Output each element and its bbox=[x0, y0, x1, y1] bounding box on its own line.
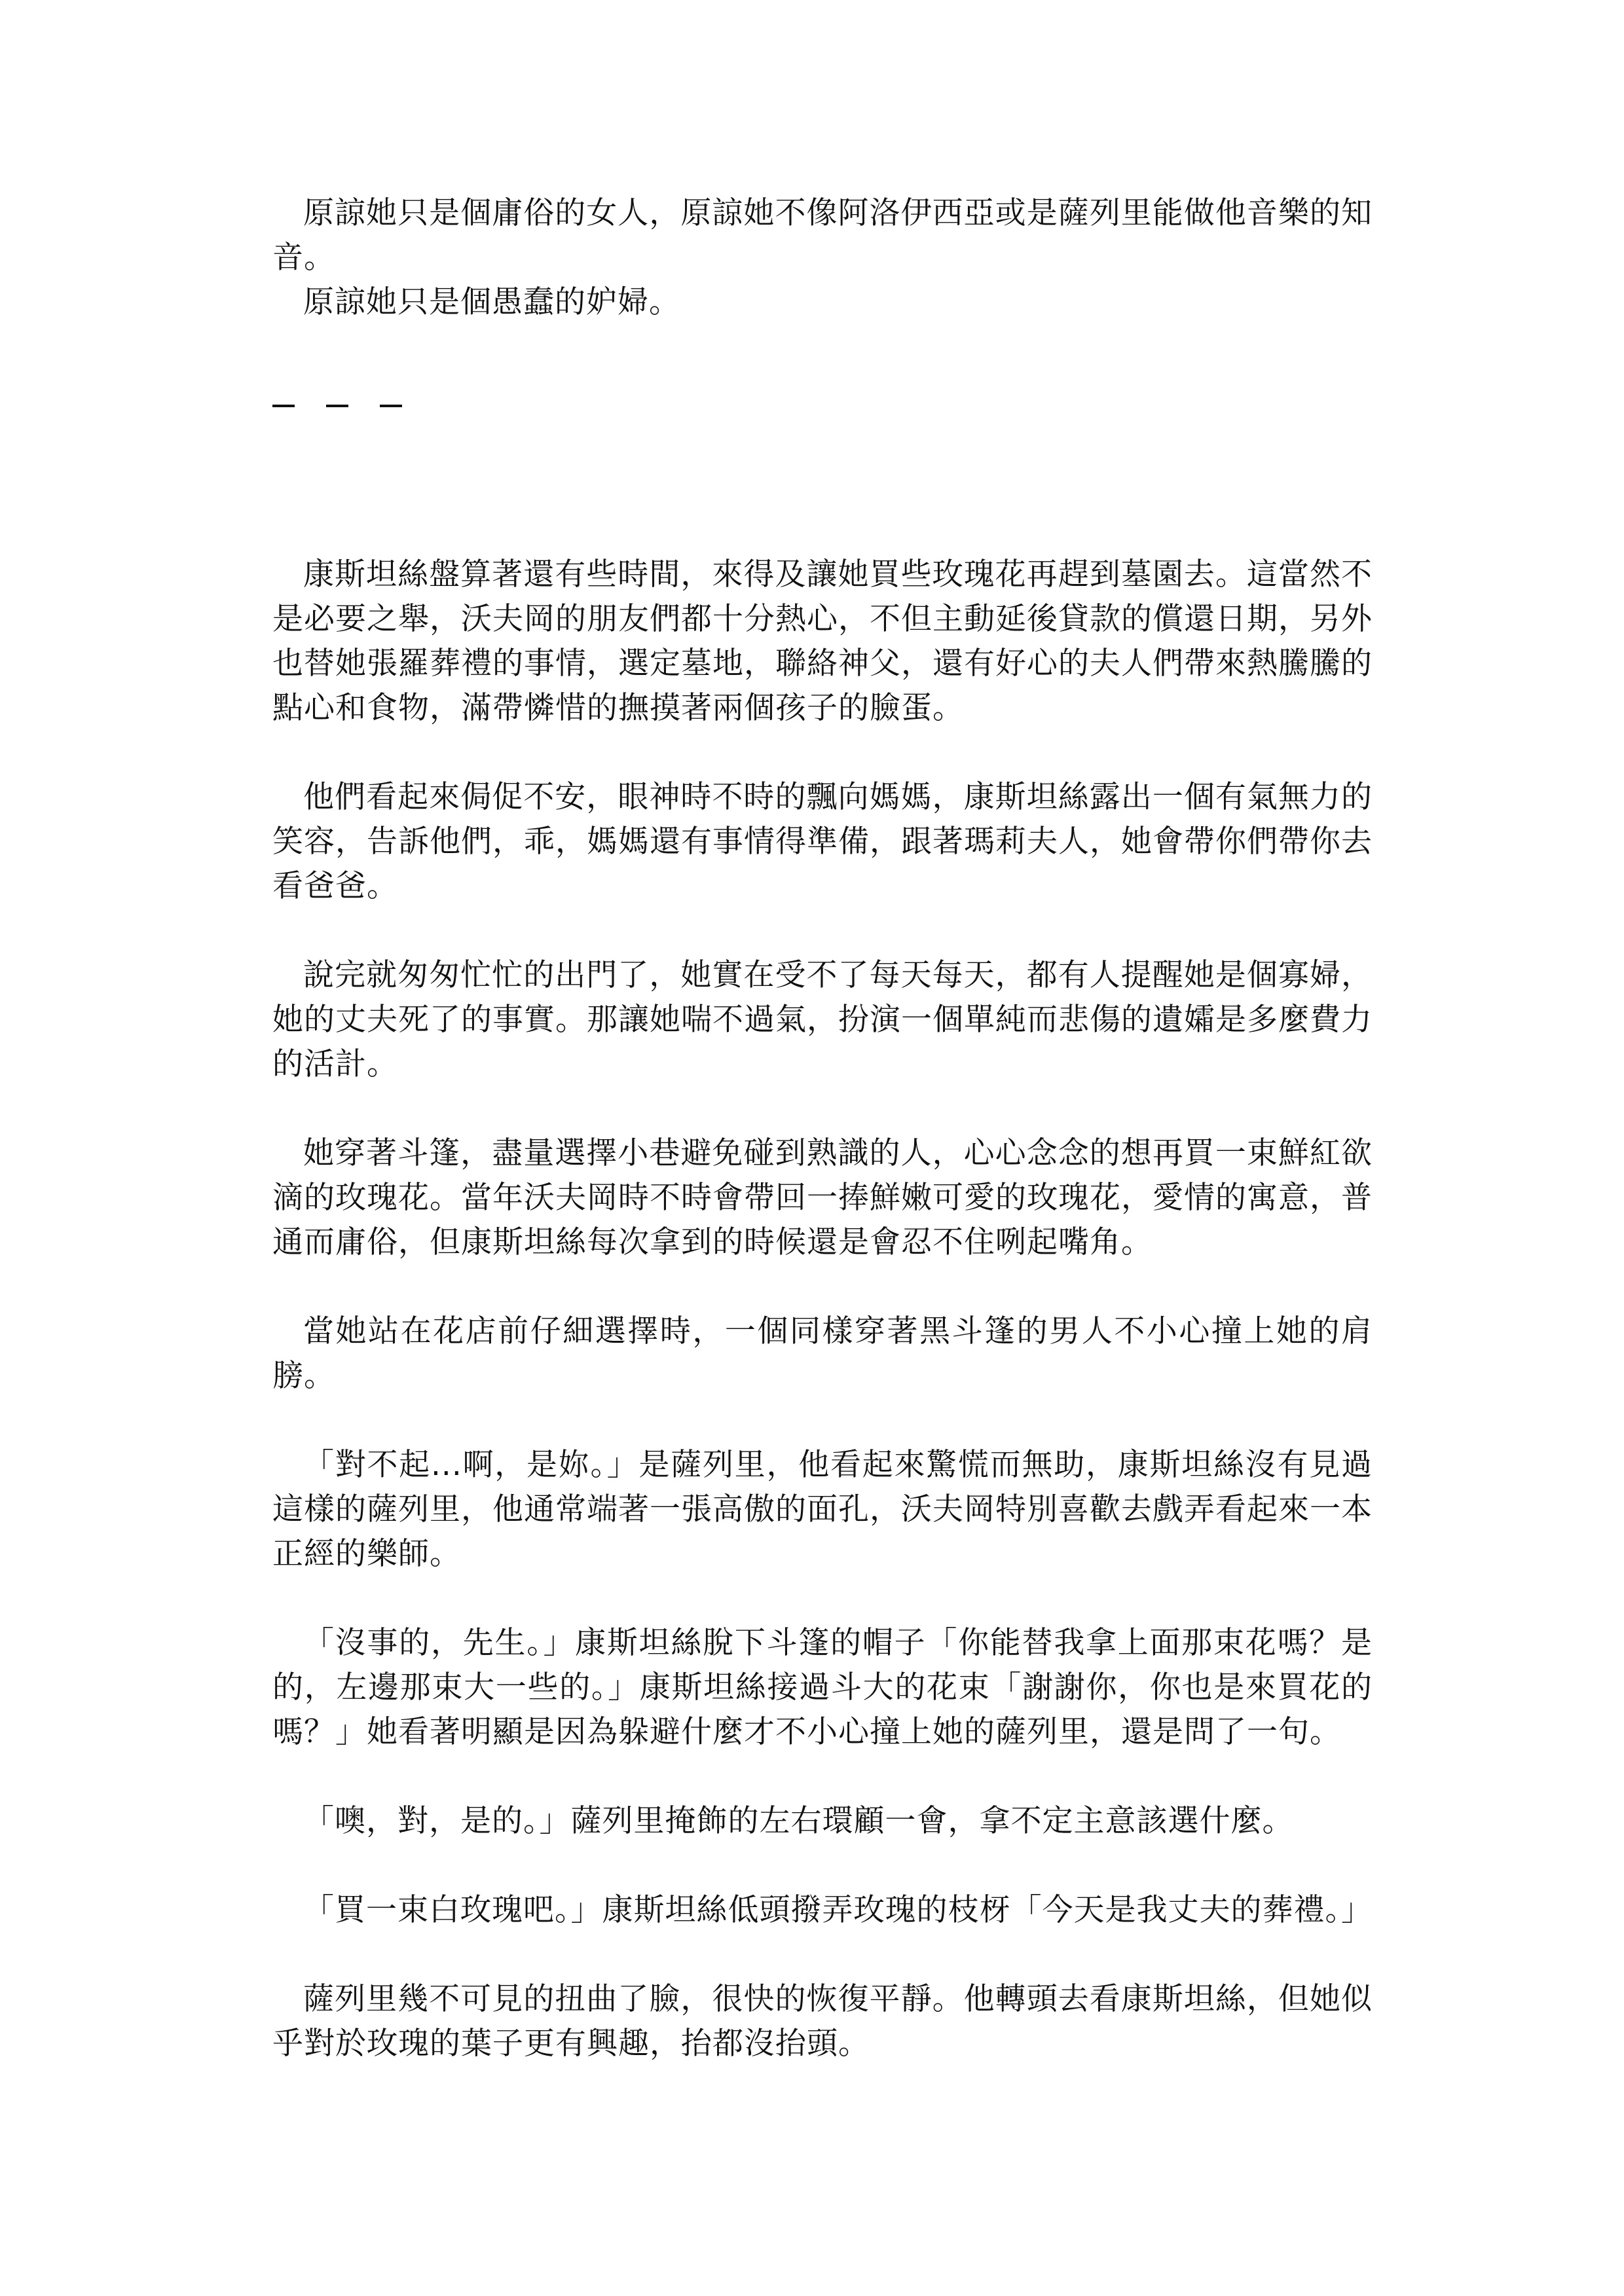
paragraph: 他們看起來侷促不安，眼神時不時的飄向媽媽，康斯坦絲露出一個有氣無力的笑容，告訴他們，乖，媽媽還有事情得準備，跟著瑪莉夫人，她會帶你們帶你去看爸爸。 bbox=[272, 779, 1373, 904]
paragraph: 原諒她只是個庸俗的女人，原諒她不像阿洛伊西亞或是薩列里能做他音樂的知音。 bbox=[272, 195, 1373, 276]
section-divider bbox=[272, 384, 1373, 428]
paragraph: 「噢，對，是的。」薩列里掩飾的左右環顧一會，拿不定主意該選什麼。 bbox=[303, 1803, 1294, 1839]
paragraph: 她穿著斗篷，盡量選擇小巷避免碰到熟識的人，心心念念的想再買一束鮮紅欲滴的玫瑰花。當年沃夫岡時不時會帶回一捧鮮嫩可愛的玫瑰花，愛情的寓意，普通而庸俗，但康斯坦絲每次拿到的時候還是會忍不住咧起嘴角。 bbox=[272, 1135, 1373, 1260]
paragraph: 原諒她只是個愚蠢的妒婦。 bbox=[303, 284, 680, 320]
paragraph: 康斯坦絲盤算著還有些時間，來得及讓她買些玫瑰花再趕到墓園去。這當然不是必要之舉，沃夫岡的朋友們都十分熱心，不但主動延後貸款的償還日期，另外也替她張羅葬禮的事情，選定墓地，聯絡神父，還有好心的夫人們帶來熱騰騰的點心和食物，滿帶憐惜的撫摸著兩個孩子的臉蛋。 bbox=[272, 556, 1373, 726]
paragraph: 當她站在花店前仔細選擇時，一個同樣穿著黑斗篷的男人不小心撞上她的肩膀。 bbox=[272, 1313, 1373, 1394]
divider-dash bbox=[272, 405, 295, 407]
paragraph: 「對不起...啊，是妳。」是薩列里，他看起來驚慌而無助，康斯坦絲沒有見過這樣的薩列里，他通常端著一張高傲的面孔，沃夫岡特別喜歡去戲弄看起來一本正經的樂師。 bbox=[272, 1447, 1373, 1572]
paragraph: 說完就匆匆忙忙的出門了，她實在受不了每天每天，都有人提醒她是個寡婦，她的丈夫死了的事實。那讓她喘不過氣，扮演一個單純而悲傷的遺孀是多麼費力的活計。 bbox=[272, 957, 1373, 1082]
paragraph: 「買一束白玫瑰吧。」康斯坦絲低頭撥弄玫瑰的枝枒「今天是我丈夫的葬禮。」 bbox=[303, 1892, 1373, 1928]
document-body bbox=[272, 191, 1373, 2111]
divider-dash bbox=[326, 405, 348, 407]
paragraph: 「沒事的，先生。」康斯坦絲脫下斗篷的帽子「你能替我拿上面那束花嗎？是的，左邊那束大一些的。」康斯坦絲接過斗大的花束「謝謝你，你也是來買花的嗎？」她看著明顯是因為躲避什麼才不小心撞上她的薩列里，還是問了一句。 bbox=[272, 1625, 1373, 1750]
divider-dash bbox=[380, 405, 402, 407]
paragraph: 薩列里幾不可見的扭曲了臉，很快的恢復平靜。他轉頭去看康斯坦絲，但她似乎對於玫瑰的葉子更有興趣，抬都沒抬頭。 bbox=[272, 1981, 1373, 2062]
